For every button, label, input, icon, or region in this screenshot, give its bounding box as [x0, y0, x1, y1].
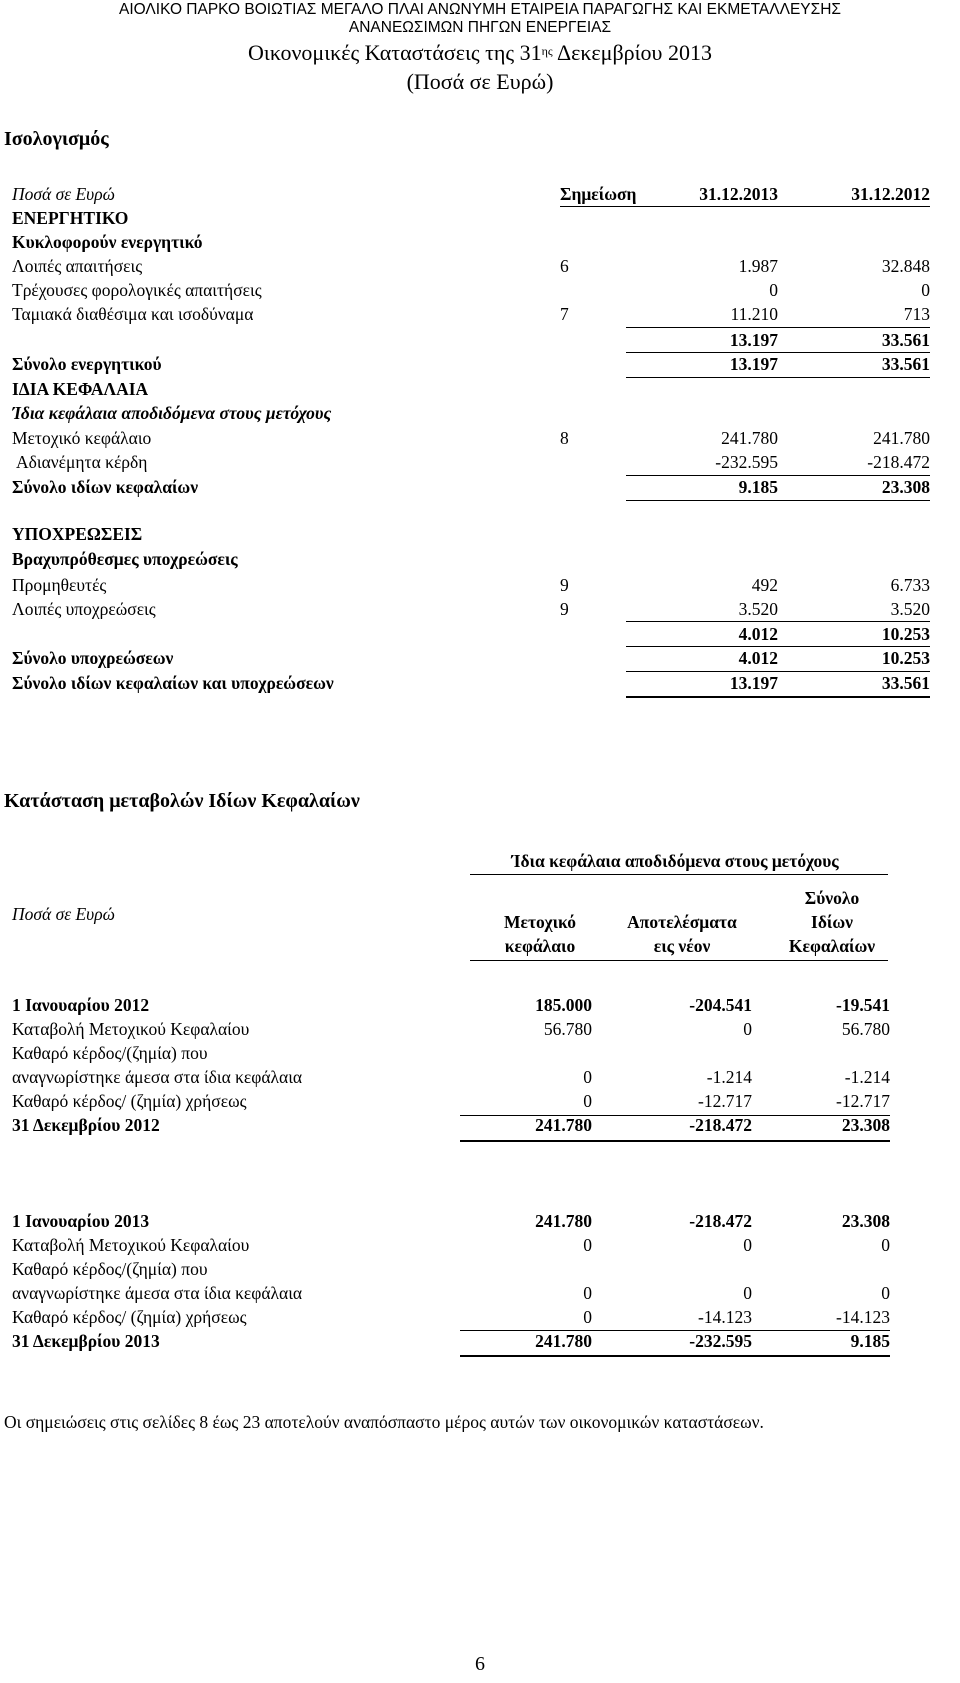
share-capital-value: 241.780: [535, 1331, 592, 1351]
block2013-total-rule-bottom: [460, 1355, 890, 1357]
total-rule-top: [626, 352, 930, 353]
short-term-heading-row: [12, 547, 930, 571]
current-assets-heading-row: [12, 230, 930, 254]
balance-header-row: [12, 182, 930, 206]
equity-sub-heading: Ίδια κεφάλαια αποδιδόμενα στους μετόχους: [12, 403, 332, 423]
value-2012: 713: [903, 304, 930, 324]
retained-earnings-value: -218.472: [689, 1211, 752, 1231]
total-equity-liabilities-row: [12, 671, 930, 695]
share-capital-value: 241.780: [535, 1211, 592, 1231]
footnote: Οι σημειώσεις στις σελίδες 8 έως 23 αποτελούν αναπόσπαστο μέρος αυτών των οικονομικών καταστάσεων.: [4, 1412, 764, 1432]
row-note: 6: [560, 256, 569, 276]
retained-earnings-value: 0: [743, 1283, 752, 1303]
share-capital-value: 241.780: [535, 1115, 592, 1135]
row-note: 7: [560, 304, 569, 324]
value-2013: 9.185: [738, 477, 778, 497]
share-capital-value: 0: [583, 1091, 592, 1111]
share-capital-value: 0: [583, 1283, 592, 1303]
row-label: Σύνολο ενεργητικού: [12, 354, 162, 374]
table-row: [12, 1113, 892, 1137]
grand-total-rule-bottom: [626, 696, 930, 698]
row-label: Ταμιακά διαθέσιμα και ισοδύναμα: [12, 304, 254, 324]
row-label: Μετοχικό κεφάλαιο: [12, 428, 152, 448]
retained-earnings-col-header: Αποτελέσματα εις νέον: [627, 912, 737, 956]
share-capital-value: 56.780: [543, 1019, 592, 1039]
table-row: [12, 597, 930, 621]
total-equity-row: [12, 475, 930, 499]
table-row: [12, 1257, 892, 1281]
row-label: 1 Ιανουαρίου 2012: [12, 995, 150, 1015]
table-row: [12, 302, 930, 326]
share-capital-col-header: Μετοχικό κεφάλαιο: [503, 912, 577, 956]
note-column-header: Σημείωση: [560, 182, 636, 207]
short-term-heading: Βραχυπρόθεσμες υποχρεώσεις: [12, 549, 238, 569]
liabilities-heading: ΥΠΟΧΡΕΩΣΕΙΣ: [12, 524, 143, 544]
table-row: [12, 1065, 892, 1089]
row-note: 9: [560, 599, 569, 619]
row-label: αναγνωρίστηκε άμεσα στα ίδια κεφάλαια: [12, 1283, 303, 1303]
value-2012: 0: [921, 280, 930, 300]
table-row: [12, 1089, 892, 1113]
assets-heading: ΕΝΕΡΓΗΤΙΚΟ: [12, 208, 129, 228]
retained-earnings-value: 0: [743, 1019, 752, 1039]
total-assets-row: [12, 352, 930, 376]
total-equity-value: 0: [881, 1283, 890, 1303]
total-equity-col-header: Σύνολο Ιδίων Κεφαλαίων: [788, 888, 876, 956]
value-2012: -218.472: [867, 452, 930, 472]
currency-subtitle: (Ποσά σε Ευρώ): [406, 69, 554, 94]
equity-amounts-label: Ποσά σε Ευρώ: [12, 904, 115, 924]
row-label: Προμηθευτές: [12, 575, 107, 595]
subtotal-row: [12, 622, 930, 646]
block2013-total-rule-top: [460, 1330, 890, 1331]
value-2012: 33.561: [881, 354, 930, 374]
row-label: Καταβολή Μετοχικού Κεφαλαίου: [12, 1235, 250, 1255]
row-label: 1 Ιανουαρίου 2013: [12, 1211, 150, 1231]
retained-earnings-value: -204.541: [689, 995, 752, 1015]
table-row: [12, 426, 930, 450]
total-equity-value: -1.214: [844, 1067, 890, 1087]
row-label: Σύνολο υποχρεώσεων: [12, 648, 174, 668]
value-2012: 33.561: [881, 673, 930, 693]
total-equity-value: 0: [881, 1235, 890, 1255]
equity-group-header: Ίδια κεφάλαια αποδιδόμενα στους μετόχους: [511, 851, 839, 871]
total-equity-value: -19.541: [836, 995, 890, 1015]
value-2013: 13.197: [729, 673, 778, 693]
row-label: 31 Δεκεμβρίου 2013: [12, 1331, 160, 1351]
row-label: Καθαρό κέρδος/ (ζημία) χρήσεως: [12, 1307, 247, 1327]
value-2013: 3.520: [738, 599, 778, 619]
retained-earnings-value: -232.595: [689, 1331, 752, 1351]
block2012-total-rule-top: [460, 1115, 890, 1116]
equity-changes-title: Κατάσταση μεταβολών Ιδίων Κεφαλαίων: [4, 790, 360, 812]
total-equity-value: 23.308: [841, 1115, 890, 1135]
row-note: 9: [560, 575, 569, 595]
company-name-line1: ΑΙΟΛΙΚΟ ΠΑΡΚΟ ΒΟΙΩΤΙΑΣ ΜΕΓΑΛΟ ΠΛΑΙ ΑΝΩΝΥΜΗ ΕΤΑΙΡΕΙΑ ΠΑΡΑΓΩΓΗΣ ΚΑΙ ΕΚΜΕΤΑΛΛΕΥΣΗΣ: [119, 1, 841, 18]
retained-earnings-value: -12.717: [698, 1091, 752, 1111]
statements-title: Οικονομικές Καταστάσεις της $31^{\eta\varsigma}$ Δεκεμβρίου 2013: [248, 40, 712, 65]
table-row: [12, 993, 892, 1017]
column-header-2012: 31.12.2012: [790, 182, 930, 207]
value-2012: 33.561: [881, 330, 930, 350]
table-row: [12, 1041, 892, 1065]
table-row: [12, 1233, 892, 1257]
row-label: Καταβολή Μετοχικού Κεφαλαίου: [12, 1019, 250, 1039]
table-row: [12, 1209, 892, 1233]
value-2013: 11.210: [730, 304, 778, 324]
value-2013: 4.012: [738, 624, 778, 644]
equity-sub-heading-row: [12, 401, 930, 425]
value-2012: 23.308: [881, 477, 930, 497]
total-equity-value: 9.185: [850, 1331, 890, 1351]
value-2013: 492: [751, 575, 778, 595]
table-row: [12, 278, 930, 302]
value-2013: -232.595: [715, 452, 778, 472]
row-label: Καθαρό κέρδος/(ζημία) που: [12, 1043, 208, 1063]
value-2012: 10.253: [881, 624, 930, 644]
row-label: αναγνωρίστηκε άμεσα στα ίδια κεφάλαια: [12, 1067, 303, 1087]
total-equity-value: 23.308: [841, 1211, 890, 1231]
row-label: Σύνολο ιδίων κεφαλαίων: [12, 477, 199, 497]
subtotal-row: [12, 328, 930, 352]
share-capital-value: 0: [583, 1235, 592, 1255]
table-row: [12, 1329, 892, 1353]
value-2013: 0: [769, 280, 778, 300]
balance-sheet-title: Ισολογισμός: [4, 128, 109, 150]
row-label: Τρέχουσες φορολογικές απαιτήσεις: [12, 280, 262, 300]
company-name-line2: ΑΝΑΝΕΩΣΙΜΩΝ ΠΗΓΩΝ ΕΝΕΡΓΕΙΑΣ: [348, 19, 612, 36]
table-row: [12, 1281, 892, 1305]
table-row: [12, 1017, 892, 1041]
equity-heading: ΙΔΙΑ ΚΕΦΑΛΑΙΑ: [12, 379, 149, 399]
share-capital-value: 0: [583, 1307, 592, 1327]
value-2012: 3.520: [890, 599, 930, 619]
retained-earnings-value: -218.472: [689, 1115, 752, 1135]
retained-earnings-value: 0: [743, 1235, 752, 1255]
current-assets-heading: Κυκλοφορούν ενεργητικό: [12, 232, 203, 252]
equity-heading-row: [12, 377, 930, 401]
group-header-underline: [470, 874, 888, 875]
value-2013: 13.197: [729, 330, 778, 350]
total-equity-value: -12.717: [836, 1091, 890, 1111]
share-capital-value: 185.000: [535, 995, 592, 1015]
row-label: Καθαρό κέρδος/ (ζημία) χρήσεως: [12, 1091, 247, 1111]
row-note: 8: [560, 428, 569, 448]
total-equity-value: 56.780: [841, 1019, 890, 1039]
amounts-label: Ποσά σε Ευρώ: [12, 184, 115, 204]
table-row: [12, 573, 930, 597]
value-2013: 4.012: [738, 648, 778, 668]
grand-total-rule-top: [626, 671, 930, 672]
table-row: [12, 450, 930, 474]
value-2012: 32.848: [881, 256, 930, 276]
page-number: 6: [475, 1653, 485, 1675]
value-2013: 1.987: [738, 256, 778, 276]
block2012-total-rule-bottom: [460, 1140, 890, 1142]
total-rule-top: [626, 646, 930, 647]
share-capital-value: 0: [583, 1067, 592, 1087]
total-equity-value: -14.123: [836, 1307, 890, 1327]
value-2013: 13.197: [729, 354, 778, 374]
total-rule: [626, 500, 930, 501]
row-label: Καθαρό κέρδος/(ζημία) που: [12, 1259, 208, 1279]
total-liabilities-row: [12, 646, 930, 670]
col-header-underline: [470, 960, 888, 961]
retained-earnings-value: -14.123: [698, 1307, 752, 1327]
assets-heading-row: [12, 206, 930, 230]
row-label: Λοιπές απαιτήσεις: [12, 256, 143, 276]
row-label: Σύνολο ιδίων κεφαλαίων και υποχρεώσεων: [12, 673, 334, 693]
column-header-2013: 31.12.2013: [638, 182, 778, 207]
row-label: Λοιπές υποχρεώσεις: [12, 599, 156, 619]
value-2013: 241.780: [721, 428, 778, 448]
table-row: [12, 254, 930, 278]
row-label: Αδιανέμητα κέρδη: [16, 452, 148, 472]
value-2012: 6.733: [890, 575, 930, 595]
value-2012: 10.253: [881, 648, 930, 668]
table-row: [12, 1305, 892, 1329]
liabilities-heading-row: [12, 522, 930, 546]
value-2012: 241.780: [873, 428, 930, 448]
retained-earnings-value: -1.214: [706, 1067, 752, 1087]
row-label: 31 Δεκεμβρίου 2012: [12, 1115, 160, 1135]
